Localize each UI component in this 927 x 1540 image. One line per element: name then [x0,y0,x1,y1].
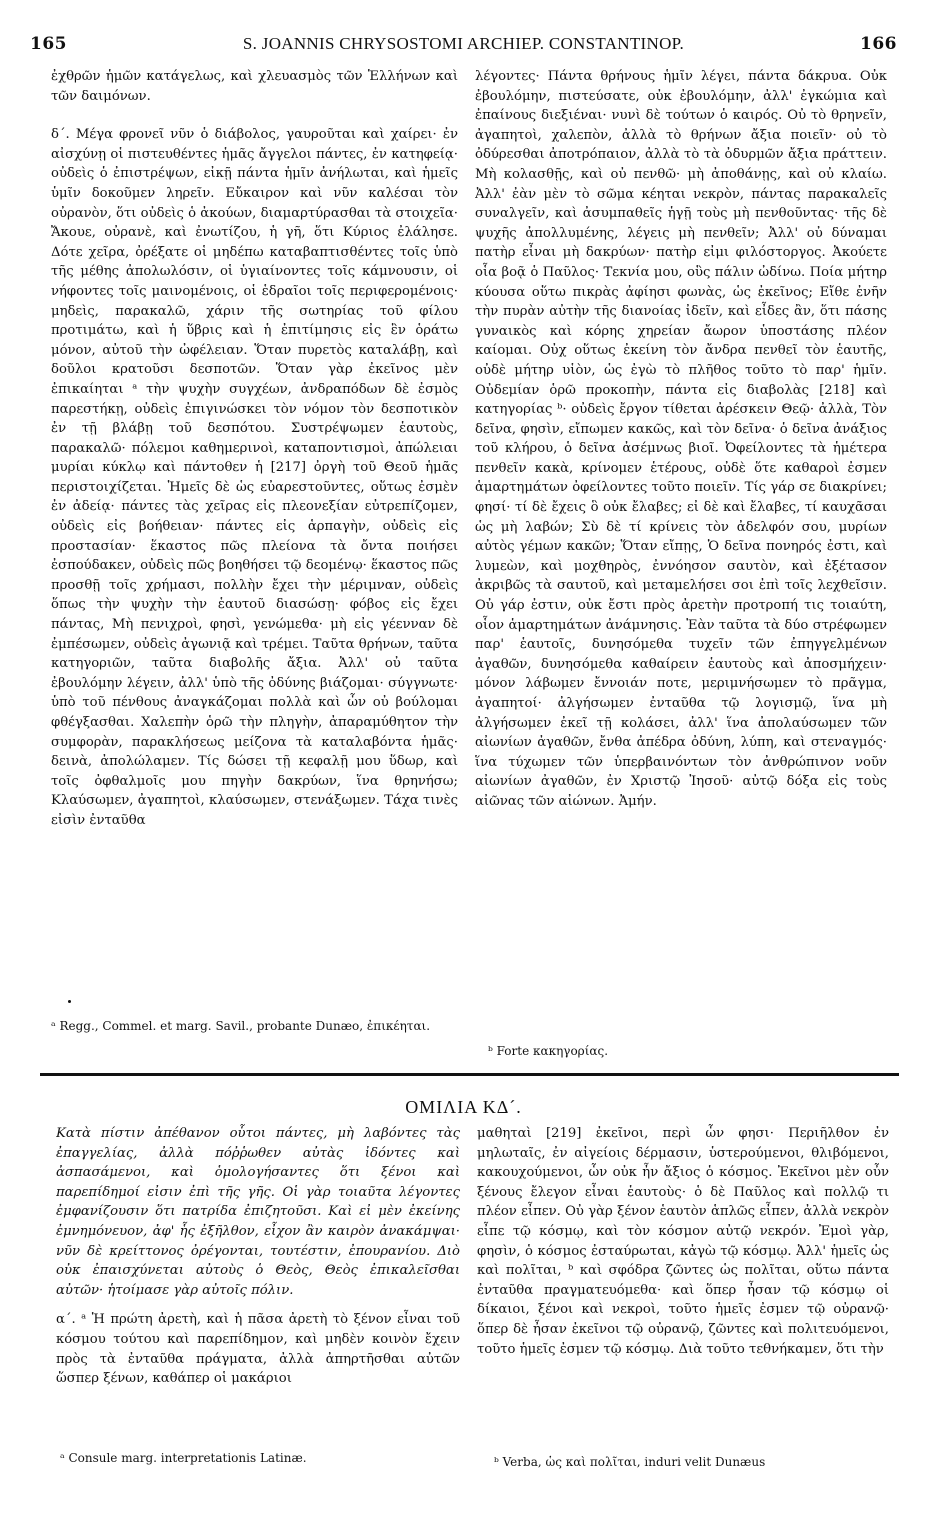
page-header [30,34,897,62]
page-number-left: 165 [30,34,67,54]
page-number-right: 166 [860,34,897,54]
homily-right-column [477,1124,889,1459]
top-left-paragraph-1: ἐχθρῶν ἡμῶν κατάγελως, καὶ χλευασμὸς τῶν Ἑλλήνων καὶ τῶν δαιμόνων. [51,69,458,104]
section-divider [40,1073,899,1076]
homily-left-column [56,1124,460,1444]
footnote-b: ᵇ Forte κακηγορίας. [488,1044,609,1058]
running-head: S. JOANNIS CHRYSOSTOMI ARCHIEP. CONSTANTINOP. [242,34,685,53]
homily-left-body: α´. ᵃ Ἡ πρώτη ἀρετὴ, καὶ ἡ πᾶσα ἀρετὴ τὸ ξένον εἶναι τοῦ κόσμου τούτου καὶ παρεπίδημον, καὶ μηδὲν κοινὸν ἔχειν πρὸς τὰ ἐνταῦθα πράγματα, ἀλλὰ ἀπηρτῆσθαι αὐτῶν ὥσπερ ξένων, καθάπερ οἱ μακάριοι [56,1312,460,1387]
footnote-homily-a: ᵃ Consule marg. interpretationis Latinæ. [60,1451,307,1465]
footnote-a: ᵃ Regg., Commel. et marg. Savil., probante Dunæo, ἐπικέηται. [51,1019,431,1033]
top-right-paragraph: λέγοντες· Πάντα θρήνους ἡμῖν λέγει, πάντα δάκρυα. Οὐκ ἐβουλόμην, πιστεύσατε, οὐκ ἐβουλόμην, ἀλλ' ἐγκώμια καὶ ἐπαίνους διεξιέναι· νυνὶ δὲ τούτων ὁ καιρός. Οὐ τὸ θρηνεῖν, ἀγαπητοὶ, χαλεπὸν, ἀλλὰ τὸ θρήνων ἄξια ποιεῖν· οὐ τὸ ὀδύρεσθαι ἀποτρόπαιον, ἀλλὰ τὸ τὰ ὀδυρμῶν ἄξια πράττειν. Μὴ κολασθῇς, καὶ οὐ πενθῶ· μὴ ἀποθάνῃς, καὶ οὐ κλαίω. Ἀλλ' ἐὰν μὲν τὸ σῶμα κέηται νεκρὸν, πάντας παρακαλεῖς συναλγεῖν, καὶ ἀσυμπαθεῖς ἡγῇ τοὺς μὴ πενθοῦντας· τῆς δὲ ψυχῆς ἀπολλυμένης, λέγεις μὴ πενθεῖν; Ἀλλ' οὐ δύναμαι πατὴρ εἶναι μὴ δακρύων· πατὴρ εἰμι φιλόστοργος. Ἀκούετε οἷα βοᾷ ὁ Παῦλος· Τεκνία μου, οὓς πάλιν ὠδίνω. Ποία μήτηρ κύουσα οὕτω πικρὰς ἀφίησι φωνὰς, ὡς ἐκεῖνος; Εἴθε ἐνῆν τὴν πυρὰν αὐτὴν τῆς διανοίας ἰδεῖν, καὶ εἶδες ἂν, ὅτι πάσης γυναικὸς καὶ κόρης χηρείαν ἄωρον ὑποστάσης πλέον καίομαι. Οὐχ οὕτως ἐκείνη τὸν ἄνδρα πενθεῖ τὸν ἑαυτῆς, οὐδὲ μήτηρ υἱὸν, ὡς ἐγὼ τὸ πλῆθος τοῦτο τὸ παρ' ἡμῖν. Οὐδεμίαν ὁρῶ προκοπὴν, πάντα εἰς διαβολὰς [218] καὶ κατηγορίας ᵇ· οὐδεὶς ἔργον τίθεται ἀρέσκειν Θεῷ· ἀλλὰ, Τὸν δεῖνα, φησὶν, εἴπωμεν κακῶς, καὶ τὸν δεῖνα· ὁ δεῖνα ἀνάξιος τοῦ κλήρου, ὁ δεῖνα ἀσέμνως βιοῖ. Ὀφείλοντες τὰ ἡμέτερα πενθεῖν κακὰ, κρίνομεν ἑτέρους, οὐδὲ ὅτε καθαροὶ ἐσμεν ἁμαρτημάτων ὀφείλοντες τοῦτο ποιεῖν. Τίς γάρ σε διακρίνει; φησί· τί δὲ ἔχεις ὃ οὐκ ἔλαβες; εἰ δὲ καὶ ἔλαβες, τί καυχᾶσαι ὡς μὴ λαβών; Σὺ δὲ τί κρίνεις τὸν ἀδελφόν σου, μυρίων αὐτὸς γέμων κακῶν; Ὅταν εἴπῃς, Ὁ δεῖνα πονηρός ἐστι, καὶ λυμεὼν, καὶ μοχθηρὸς, ἐννόησον σαυτὸν, καὶ ἐξέτασον ἀκριβῶς τὰ σαυτοῦ, καὶ μεταμελήσει σοι ἐπὶ τοῖς λεχθεῖσιν. Οὐ γάρ ἐστιν, οὐκ ἔστι πρὸς ἀρετὴν προτροπή τις τοιαύτη, οἷον ἁμαρτημάτων ἀνάμνησις. Ἐὰν ταῦτα τὰ δύο στρέφωμεν παρ' ἑαυτοῖς, δυνησόμεθα τυχεῖν τῶν ἐπηγγελμένων ἀγαθῶν, δυνησόμεθα καθαίρειν ἑαυτοὺς καὶ ἀποσμήχειν· μόνον λάβωμεν ἔννοιάν ποτε, μεριμνήσωμεν τὸ πρᾶγμα, ἀγαπητοί· ἀλγήσωμεν ἐνταῦθα τῷ λογισμῷ, ἵνα μὴ ἀλγήσωμεν ἐκεῖ τῇ κολάσει, ἀλλ' ἵνα ἀπολαύσωμεν τῶν αἰωνίων ἀγαθῶν, ἔνθα ἀπέδρα ὀδύνη, λύπη, καὶ στεναγμός· ἵνα τύχωμεν τῶν ὑπερβαινόντων τὸν ἀνθρώπινον νοῦν αἰωνίων ἀγαθῶν, ἐν Χριστῷ Ἰησοῦ· αὐτῷ δόξα εἰς τοὺς αἰῶνας τῶν αἰώνων. Ἀμήν. [475,69,887,809]
scripture-passage: Κατὰ πίστιν ἀπέθανον οὗτοι πάντες, μὴ λαβόντες τὰς ἐπαγγελίας, ἀλλὰ πόῤῥωθεν αὐτὰς ἰδόντες καὶ ἀσπασάμενοι, καὶ ὁμολογήσαντες ὅτι ξένοι καὶ παρεπίδημοί εἰσιν ἐπὶ τῆς γῆς. Οἱ γὰρ τοιαῦτα λέγοντες ἐμφανίζουσιν ὅτι πατρίδα ἐπιζητοῦσι. Καὶ εἰ μὲν ἐκείνης ἐμνημόνευον, ἀφ' ἧς ἐξῆλθον, εἶχον ἂν καιρὸν ἀνακάμψαι· νῦν δὲ κρείττονος ὀρέγονται, τουτέστιν, ἐπουρανίου. Διὸ οὐκ ἐπαισχύνεται αὐτοὺς ὁ Θεὸς, Θεὸς ἐπικαλεῖσθαι αὐτῶν· ἡτοίμασε γὰρ αὐτοῖς πόλιν. [56,1126,460,1298]
footnote-homily-b: ᵇ Verba, ὡς καὶ πολῖται, induri velit Dunæus [494,1455,766,1469]
footnote-marker-dot [68,1000,71,1003]
top-left-paragraph-2: δ´. Μέγα φρονεῖ νῦν ὁ διάβολος, γαυροῦται καὶ χαίρει· ἐν αἰσχύνῃ οἱ πιστευθέντες ἡμᾶς ἄγγελοι πάντες, ἐν κατηφείᾳ· οὐδεὶς ὁ ἐπιστρέψων, εἰκῇ πάντα ἡμῖν ἀνήλωται, καὶ ἡμεῖς ὑμῖν δοκοῦμεν ληρεῖν. Εὔκαιρον καὶ νῦν καλέσαι τὸν οὐρανὸν, ὅτι οὐδεὶς ὁ ἀκούων, διαμαρτύρασθαι τὰ στοιχεῖα· Ἄκουε, οὐρανὲ, καὶ ἐνωτίζου, ἡ γῆ, ὅτι Κύριος ἐλάλησε. Δότε χεῖρα, ὀρέξατε οἱ μηδέπω καταβαπτισθέντες τοῖς ὑπὸ τῆς μέθης ἀπολωλόσιν, οἱ ὑγιαίνοντες τοῖς κάμνουσιν, οἱ νήφοντες τοῖς μαινομένοις, οἱ ἑδραῖοι τοῖς περιφερομένοις· μηδεὶς, παρακαλῶ, χάριν τῆς σωτηρίας τοῦ φίλου προτιμάτω, καὶ ἡ ὕβρις καὶ ἡ ἐπιτίμησις εἰς ἓν ὁράτω μόνον, αὐτοῦ τὴν ὠφέλειαν. Ὅταν πυρετὸς καταλάβῃ, καὶ δοῦλοι κρατοῦσι δεσποτῶν. Ὅταν γὰρ ἐκεῖνος μὲν ἐπικαίηται ᵃ τὴν ψυχὴν συγχέων, ἀνδραπόδων δὲ ἐσμὸς παρεστήκῃ, οὐδεὶς ἐπιγινώσκει τὸν νόμον τὸν δεσποτικὸν ἐν τῇ βλάβῃ τοῦ δεσπότου. Συστρέψωμεν ἑαυτοὺς, παρακαλῶ· πόλεμοι καθημερινοὶ, καταποντισμοὶ, ἀπώλειαι μυρίαι κύκλῳ καὶ πάντοθεν ἡ [217] ὀργὴ τοῦ Θεοῦ ἡμᾶς περιστοιχίζεται. Ἡμεῖς δὲ ὡς εὐαρεστοῦντες, οὕτως ἐσμὲν ἐν ἀδείᾳ· πάντες τὰς χεῖρας εἰς πλεονεξίαν εὐτρεπίζομεν, οὐδεὶς εἰς βοήθειαν· πάντες εἰς ἁρπαγὴν, οὐδεὶς εἰς προστασίαν· ἕκαστος πῶς πλείονα τὰ ὄντα ποιήσει ἐσπούδακεν, οὐδεὶς πῶς βοηθήσει τῷ δεομένῳ· ἕκαστος πῶς προσθῇ τοῖς χρήμασι, πολλὴν ἔχει τὴν μέριμναν, οὐδεὶς ὅπως τὴν ψυχὴν τὴν ἑαυτοῦ διασώσῃ· φόβος εἰς ἔχει πάντας, Μὴ πενιχροὶ, φησὶ, γενώμεθα· μὴ εἰς γέενναν δὲ ἐμπέσωμεν, οὐδεὶς ἀγωνιᾷ καὶ τρέμει. Ταῦτα θρήνων, ταῦτα κατηγοριῶν, ταῦτα διαβολῆς ἄξια. Ἀλλ' οὐ ταῦτα ἐβουλόμην λέγειν, ἀλλ' ὑπὸ τῆς ὀδύνης βιάζομαι· σύγγνωτε· ὑπὸ τοῦ πένθους ἀναγκάζομαι πολλὰ καὶ ὧν οὐ βούλομαι φθέγξασθαι. Χαλεπὴν ὁρῶ τὴν πληγὴν, ἀπαραμύθητον τὴν συμφορὰν, παρακλήσεως μείζονα τὰ καταλαβόντα ἡμᾶς· δεινὰ, ἀπολώλαμεν. Τίς δώσει τῇ κεφαλῇ μου ὕδωρ, καὶ τοῖς ὀφθαλμοῖς μου πηγὴν δακρύων, ἵνα θρηνήσω; Κλαύσωμεν, ἀγαπητοὶ, κλαύσωμεν, στενάξωμεν. Τάχα τινὲς εἰσὶν ἐνταῦθα [51,127,458,828]
homily-title: ΟΜΙΛΙΑ ΚΔ´. [405,1097,522,1117]
top-left-column [51,67,458,925]
top-right-column [475,67,887,995]
homily-right-body: μαθηταὶ [219] ἐκεῖνοι, περὶ ὧν φησι· Περιῆλθον ἐν μηλωταῖς, ἐν αἰγείοις δέρμασιν, ὑστερούμενοι, θλιβόμενοι, κακουχούμενοι, ὧν οὐκ ἦν ἄξιος ὁ κόσμος. Ἐκεῖνοι μὲν οὖν ξένους ἔλεγον εἶναι ἑαυτοὺς· ὁ δὲ Παῦλος καὶ πολλῷ τι πλέον εἶπεν. Οὐ γὰρ ξένον ἑαυτὸν ἁπλῶς εἶπεν, ἀλλὰ νεκρὸν εἶπε τῷ κόσμῳ, καὶ τὸν κόσμον αὐτῷ νεκρόν. Ἐμοὶ γὰρ, φησὶν, ὁ κόσμος ἐσταύρωται, κἀγὼ τῷ κόσμῳ. Ἀλλ' ἡμεῖς ὡς καὶ πολῖται, ᵇ καὶ σφόδρα ζῶντες ὡς πολῖται, οὕτω πάντα ἐνταῦθα πραγματευόμεθα· καὶ ὅπερ ἦσαν τῷ κόσμῳ οἱ δίκαιοι, ξένοι καὶ νεκροὶ, τοῦτο ἡμεῖς ἐσμεν τῷ οὐρανῷ· ὅπερ δὲ ἦσαν ἐκεῖνοι τῷ οὐρανῷ, ζῶντες καὶ πολιτευόμενοι, τοῦτο ἡμεῖς ἐσμεν τῷ κόσμῳ. Διὰ τοῦτο τεθνήκαμεν, ὅτι τὴν [477,1126,889,1357]
